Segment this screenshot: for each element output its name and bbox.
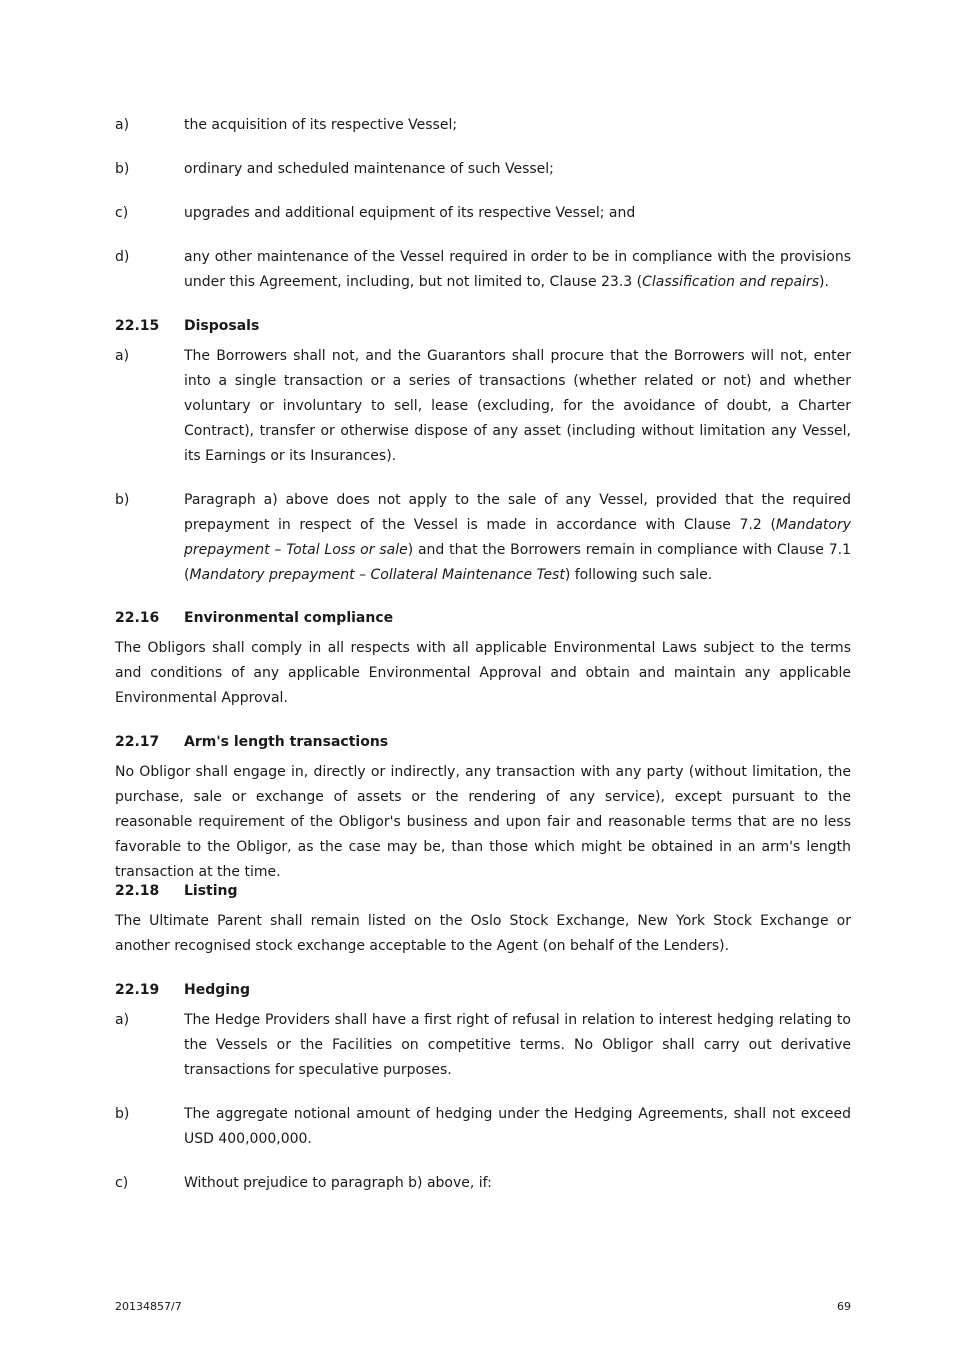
section-title: Hedging (184, 982, 251, 998)
section-number: 22.18 (115, 883, 160, 899)
section-number: 22.17 (115, 734, 160, 750)
hedging-item-c (115, 1171, 851, 1196)
list-label: b) (115, 161, 130, 177)
list-label: a) (115, 1012, 130, 1028)
list-item-d (115, 245, 851, 295)
section-number: 22.19 (115, 982, 160, 998)
list-label: b) (115, 1106, 130, 1122)
environmental-paragraph: The Obligors shall comply in all respects with all applicable Environmental Laws subject to the terms and conditions of any applicable Environmental Approval and obtain and maintain any applicable Environmental Approval. (115, 640, 851, 706)
list-label: b) (115, 492, 130, 508)
list-text: the acquisition of its respective Vessel; (184, 117, 458, 133)
footer-page-number: 69 (837, 1300, 851, 1313)
section-number: 22.15 (115, 318, 160, 334)
list-text: any other maintenance of the Vessel required in order to be in compliance with the provisions under this Agreement, including, but not limited to, Clause 23.3 (Classification and repairs). (184, 249, 851, 290)
disposals-item-a (115, 344, 851, 469)
section-number: 22.16 (115, 610, 160, 626)
disposals-item-b (115, 488, 851, 588)
list-text: Paragraph a) above does not apply to the sale of any Vessel, provided that the required prepayment in respect of the Vessel is made in accordance with Clause 7.2 (Mandatory prepayment – Total Loss or sale) and that the Borrowers remain in compliance with Clause 7.1 (Mandatory prepayment – Collateral Maintenance Test) following such sale. (184, 492, 851, 583)
list-label: c) (115, 205, 129, 221)
list-text: upgrades and additional equipment of its respective Vessel; and (184, 205, 636, 221)
list-label: a) (115, 117, 130, 133)
list-item-c (115, 201, 851, 226)
arms-length-paragraph: No Obligor shall engage in, directly or indirectly, any transaction with any party (without limitation, the purchase, sale or exchange of assets or the rendering of any service), except pursuant to the reasonable requirement of the Obligor's business and upon fair and reasonable terms that are no less favorable to the Obligor, as the case may be, than those which might be obtained in an arm's length transaction at the time. (115, 764, 851, 880)
listing-paragraph: The Ultimate Parent shall remain listed on the Oslo Stock Exchange, New York Stock Exchange or another recognised stock exchange acceptable to the Agent (on behalf of the Lenders). (115, 913, 851, 954)
hedging-item-a (115, 1008, 851, 1083)
section-title: Disposals (184, 318, 260, 334)
section-title: Environmental compliance (184, 610, 394, 626)
list-label: d) (115, 249, 130, 265)
list-label: a) (115, 348, 130, 364)
hedging-item-b (115, 1102, 851, 1152)
list-text: The aggregate notional amount of hedging under the Hedging Agreements, shall not exceed USD 400,000,000. (184, 1106, 851, 1147)
list-text: ordinary and scheduled maintenance of such Vessel; (184, 161, 554, 177)
list-text: The Hedge Providers shall have a first right of refusal in relation to interest hedging relating to the Vessels or the Facilities on competitive terms. No Obligor shall carry out derivative transactions for speculative purposes. (184, 1012, 851, 1078)
list-text: The Borrowers shall not, and the Guarantors shall procure that the Borrowers will not, enter into a single transaction or a series of transactions (whether related or not) and whether voluntary or involuntary to sell, lease (excluding, for the avoidance of doubt, a Charter Contract), transfer or otherwise dispose of any asset (including without limitation any Vessel, its Earnings or its Insurances). (184, 348, 851, 464)
list-item-a (115, 113, 851, 138)
footer-doc-ref: 20134857/7 (115, 1300, 182, 1313)
list-text: Without prejudice to paragraph b) above, if: (184, 1175, 492, 1191)
list-item-b (115, 157, 851, 182)
section-title: Listing (184, 883, 238, 899)
list-label: c) (115, 1175, 129, 1191)
section-title: Arm's length transactions (184, 734, 389, 750)
